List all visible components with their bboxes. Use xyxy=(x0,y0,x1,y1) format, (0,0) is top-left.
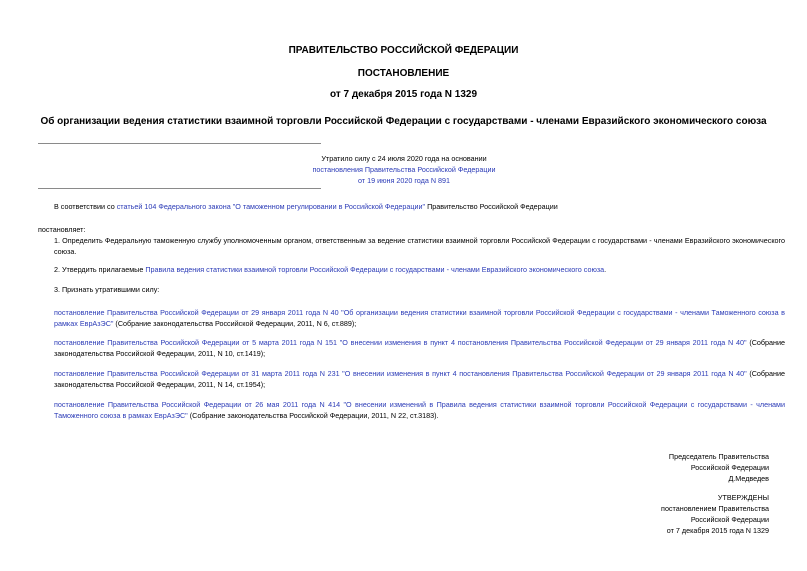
doc-date-number: от 7 декабря 2015 года N 1329 xyxy=(329,89,478,100)
signature-organization: Российской Федерации xyxy=(690,463,769,472)
preamble-paragraph xyxy=(38,201,785,212)
rules-link[interactable]: Правила ведения статистики взаимной торговли Российской Федерации с государствами - членами Евразийского экономического союза xyxy=(145,265,605,274)
doc-type-heading: ПОСТАНОВЛЕНИЕ xyxy=(357,68,450,79)
item-2-suffix: . xyxy=(604,265,607,274)
lost-force-link-date[interactable]: от 19 июня 2020 года N 891 xyxy=(357,176,451,185)
signature-name: Д.Медведев xyxy=(728,474,769,483)
signature-position: Председатель Правительства xyxy=(668,452,769,461)
approval-line: Российской Федерации xyxy=(690,515,769,524)
repealed-source: (Собрание законодательства Российской Федерации, 2011, N 6, ст.889); xyxy=(113,319,357,328)
document-title: Об организации ведения статистики взаимной торговли Российской Федерации с государствами - членами Евразийского экономического союза xyxy=(40,116,767,127)
lost-force-link[interactable]: постановления Правительства Российской Федерации xyxy=(312,165,496,174)
item-3: 3. Признать утратившими силу: xyxy=(54,285,160,294)
item-2-prefix: 2. Утвердить прилагаемые xyxy=(54,265,146,274)
customs-law-link[interactable]: статьей 104 Федерального закона "О таможенном регулировании в Российской Федерации" xyxy=(116,202,426,211)
approval-block xyxy=(549,492,769,536)
repealed-item xyxy=(38,399,785,421)
item-1: 1. Определить Федеральную таможенную службу уполномоченным органом, ответственным за ведение статистики взаимной торговли Российской Федерации с государствами - членами Евразийского экономического союза. xyxy=(54,236,785,256)
approval-title: УТВЕРЖДЕНЫ xyxy=(717,493,769,502)
repealed-item xyxy=(38,368,785,390)
signature-block xyxy=(549,451,769,484)
repealed-link[interactable]: постановление Правительства Российской Федерации от 5 марта 2011 года N 151 "О внесении изменения в пункт 4 постановления Правительства Российской Федерации от 29 января 2011 года N 40" xyxy=(54,338,747,347)
lost-force-note xyxy=(300,153,508,186)
approval-line: постановлением Правительства xyxy=(661,504,769,513)
lost-force-text: Утратило силу с 24 июля 2020 года на основании xyxy=(321,154,487,163)
repealed-link[interactable]: постановление Правительства Российской Федерации от 29 января 2011 года N 40 "Об организации ведения статистики взаимной торговли Российской Федерации с государствами - членами Таможенного союза в рамках ЕврАзЭС" xyxy=(54,308,785,328)
government-heading: ПРАВИТЕЛЬСТВО РОССИЙСКОЙ ФЕДЕРАЦИИ xyxy=(288,45,519,56)
repealed-item xyxy=(38,307,785,329)
divider-top xyxy=(38,143,321,144)
decrees-word: постановляет: xyxy=(38,225,86,234)
item-2 xyxy=(38,264,785,275)
repealed-source: (Собрание законодательства Российской Федерации, 2011, N 22, ст.3183). xyxy=(187,411,439,420)
repealed-link[interactable]: постановление Правительства Российской Федерации от 31 марта 2011 года N 231 "О внесении изменения в пункт 4 постановления Правительства Российской Федерации от 29 января 2011 года N 40" xyxy=(54,369,747,378)
preamble-suffix: Правительство Российской Федерации xyxy=(425,202,558,211)
preamble-prefix: В соответствии со xyxy=(54,202,117,211)
repealed-item xyxy=(38,337,785,359)
divider-bottom xyxy=(38,188,321,189)
repealed-source: (Собрание законодательства Российской Федерации, 2011, N 14, ст.1954); xyxy=(54,369,786,389)
repealed-link[interactable]: постановление Правительства Российской Федерации от 26 мая 2011 года N 414 "О внесении изменений в Правила ведения статистики взаимной торговли Российской Федерации с государствами - членами Таможенного союза в рамках ЕврАзЭС" xyxy=(54,400,785,420)
repealed-source: (Собрание законодательства Российской Федерации, 2011, N 10, ст.1419); xyxy=(54,338,785,358)
approval-date: от 7 декабря 2015 года N 1329 xyxy=(666,526,769,535)
